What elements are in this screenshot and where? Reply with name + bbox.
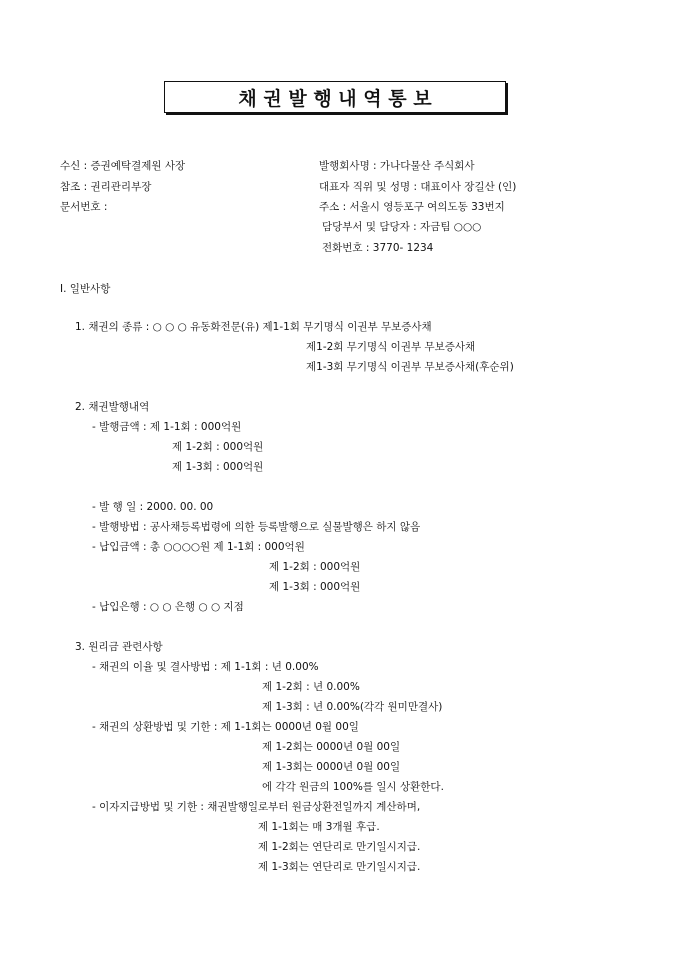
doc-number: 문서번호 : (60, 201, 108, 213)
bond-type-line: 제1-3회 무기명식 이권부 무보증사채(후순위) (306, 361, 514, 373)
interest-rate: 제 1-3회 : 년 0.00%(각각 원미만결사) (262, 701, 443, 713)
interest-rate: - 채권의 이율 및 결사방법 : 제 1-1회 : 년 0.00% (92, 661, 319, 673)
ceo-name: 대표자 직위 및 성명 : 대표이사 장길산 (인) (319, 181, 517, 193)
phone-number: 전화번호 : 3770- 1234 (322, 242, 434, 254)
redemption: - 채권의 상환방법 및 기한 : 제 1-1회는 0000년 0월 00일 (92, 721, 359, 733)
recipient: 수신 : 증권예탁결제원 사장 (60, 160, 186, 172)
document-title: 채 권 발 행 내 역 통 보 (164, 81, 506, 113)
payment-amount: - 납입금액 : 총 ○○○○원 제 1-1회 : 000억원 (92, 541, 305, 553)
payment-amount: 제 1-2회 : 000억원 (269, 561, 361, 573)
redemption: 에 각각 원금의 100%를 일시 상환한다. (262, 781, 444, 793)
payment-bank: - 납입은행 : ○ ○ 은행 ○ ○ 지점 (92, 601, 244, 613)
section-heading: Ⅰ. 일반사항 (60, 283, 111, 295)
issue-date: - 발 행 일 : 2000. 00. 00 (92, 501, 214, 513)
interest-payment: 제 1-1회는 매 3개월 후급. (258, 821, 380, 833)
issue-amount: - 발행금액 : 제 1-1회 : 000억원 (92, 421, 242, 433)
redemption: 제 1-2회는 0000년 0월 00일 (262, 741, 401, 753)
issuance-heading: 2. 채권발행내역 (75, 401, 150, 413)
issuer-address: 주소 : 서울시 영등포구 여의도동 33번지 (319, 201, 505, 213)
contact-person: 담당부서 및 담당자 : 자금팀 ○○○ (322, 221, 482, 233)
interest-payment: - 이자지급방법 및 기한 : 채권발행일로부터 원금상환전일까지 계산하며, (92, 801, 421, 813)
bond-type-line: 제1-2회 무기명식 이권부 무보증사채 (306, 341, 476, 353)
interest-payment: 제 1-2회는 연단리로 만기일시지급. (258, 841, 421, 853)
interest-rate: 제 1-2회 : 년 0.00% (262, 681, 360, 693)
issuer-name: 발행회사명 : 가나다물산 주식회사 (319, 160, 475, 172)
interest-payment: 제 1-3회는 연단리로 만기일시지급. (258, 861, 421, 873)
issue-amount: 제 1-3회 : 000억원 (172, 461, 264, 473)
reference: 참조 : 권리관리부장 (60, 181, 152, 193)
bond-type-line: 1. 채권의 종류 : ○ ○ ○ 유동화전문(유) 제1-1회 무기명식 이권부 무보증사채 (75, 321, 432, 333)
issue-amount: 제 1-2회 : 000억원 (172, 441, 264, 453)
principal-heading: 3. 원리금 관련사항 (75, 641, 163, 653)
issue-method: - 발행방법 : 공사채등록법령에 의한 등록발행으로 실물발행은 하지 않음 (92, 521, 421, 533)
redemption: 제 1-3회는 0000년 0월 00일 (262, 761, 401, 773)
payment-amount: 제 1-3회 : 000억원 (269, 581, 361, 593)
